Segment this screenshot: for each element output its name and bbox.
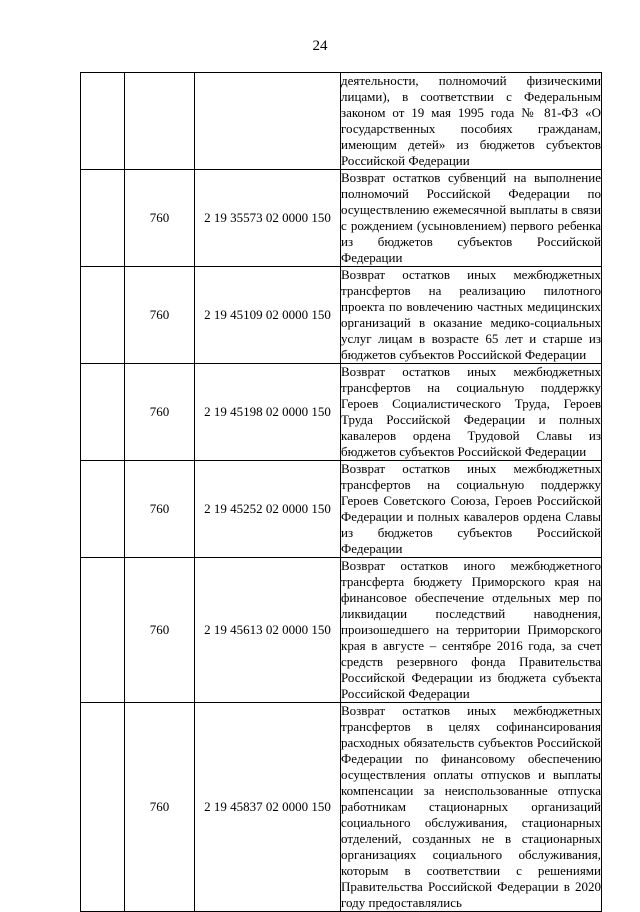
blank-cell (81, 170, 125, 267)
row-description: Возврат остатков иного межбюджетного трансферта бюджету Приморского края на финансовое обеспечение отдельных мер по ликвидации последствий наводнения, произошедшего на территории Приморского края в августе – сентябре 2016 года, за счет средств резервного фонда Правительства Российской Федерации из бюджета субъекта Российской Федерации (341, 558, 601, 701)
row-description: деятельности, полномочий физическими лицами), в соответствии с Федеральным законом от 19 мая 1995 года № 81-ФЗ «О государственных пособиях гражданам, имеющим детей» из бюджетов субъектов Российской Федерации (341, 73, 601, 168)
table-row (81, 703, 602, 912)
row-description: Возврат остатков иных межбюджетных трансфертов на реализацию пилотного проекта по вовлечению частных медицинских организаций в оказание медико-социальных услуг лицам в возрасте 65 лет и старше из бюджетов субъектов Российской Федерации (341, 267, 601, 362)
admin-code-cell: 760 (125, 267, 195, 364)
table-row (81, 461, 602, 558)
admin-code-cell (125, 73, 195, 170)
row-description: Возврат остатков иных межбюджетных трансфертов на социальную поддержку Героев Социалистического Труда, Героев Труда Российской Федерации и полных кавалеров ордена Трудовой Славы из бюджетов субъектов Российской Федерации (341, 364, 601, 459)
table-row (81, 170, 602, 267)
blank-cell (81, 73, 125, 170)
name-cell (341, 73, 602, 170)
name-cell (341, 267, 602, 364)
row-description: Возврат остатков иных межбюджетных трансфертов в целях софинансирования расходных обязательств субъектов Российской Федерации по финансовому обеспечению осуществления оплаты отпусков и выплаты компенсации за неиспользованные отпуска работникам стационарных организаций социального обслуживания, стационарных отделений, созданных не в стационарных организациях социального обслуживания, которым в соответствии с решениями Правительства Российской Федерации в 2020 году предоставлялись (341, 703, 601, 910)
budget-code-cell: 2 19 45109 02 0000 150 (195, 267, 341, 364)
row-description: Возврат остатков субвенций на выполнение полномочий Российской Федерации по осуществлению ежемесячной выплаты в связи с рождением (усыновлением) первого ребенка из бюджетов субъектов Российской Федерации (341, 170, 601, 265)
table-row (81, 73, 602, 170)
table-row (81, 558, 602, 703)
blank-cell (81, 267, 125, 364)
admin-code-cell: 760 (125, 170, 195, 267)
page-number: 24 (312, 38, 328, 54)
budget-code-cell: 2 19 45837 02 0000 150 (195, 703, 341, 912)
admin-code-cell: 760 (125, 703, 195, 912)
name-cell (341, 170, 602, 267)
blank-cell (81, 364, 125, 461)
admin-code-cell: 760 (125, 461, 195, 558)
row-description: Возврат остатков иных межбюджетных трансфертов на социальную поддержку Героев Советского Союза, Героев Российской Федерации и полных кавалеров ордена Славы из бюджетов субъектов Российской Федерации (341, 461, 601, 556)
blank-cell (81, 558, 125, 703)
table-row (81, 267, 602, 364)
budget-code-cell: 2 19 45252 02 0000 150 (195, 461, 341, 558)
budget-code-cell: 2 19 35573 02 0000 150 (195, 170, 341, 267)
table-row (81, 364, 602, 461)
budget-codes-table (80, 72, 602, 912)
name-cell (341, 461, 602, 558)
budget-code-cell (195, 73, 341, 170)
budget-code-cell: 2 19 45613 02 0000 150 (195, 558, 341, 703)
name-cell (341, 364, 602, 461)
blank-cell (81, 703, 125, 912)
name-cell (341, 703, 602, 912)
admin-code-cell: 760 (125, 558, 195, 703)
budget-code-cell: 2 19 45198 02 0000 150 (195, 364, 341, 461)
blank-cell (81, 461, 125, 558)
name-cell (341, 558, 602, 703)
admin-code-cell: 760 (125, 364, 195, 461)
